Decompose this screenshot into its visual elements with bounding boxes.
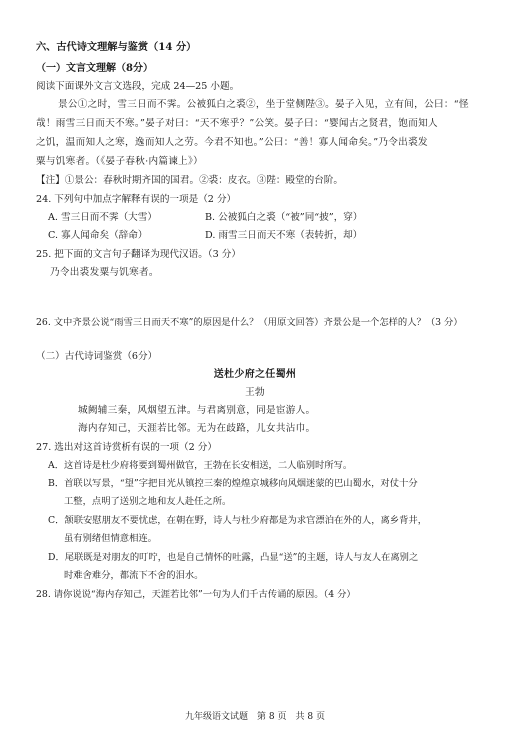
- passage-line: 哉！雨雪三日而天不寒。”晏子对曰：“天不寒乎？”公笑。晏子曰：“婴闻古之贤君，饱而知人: [36, 118, 438, 129]
- passage-note: 【注】①景公：春秋时期齐国的国君。②裘：皮衣。③陛：殿堂的台阶。: [36, 175, 343, 186]
- question-24-option-b: B. 公被狐白之裘（“被”同“披”，穿）: [205, 212, 363, 223]
- question-27-option-d: D．尾联既是对朋友的叮咛，也是自己情怀的吐露，凸显“送”的主题，诗人与友人在离别之: [48, 552, 419, 563]
- poem-title: 送杜少府之任蜀州: [213, 369, 297, 380]
- question-24-option-d: D. 雨雪三日而天不寒（表转折，却）: [205, 230, 363, 241]
- question-27-option-b: B．首联以写景，“望”字把目光从镇控三秦的煌煌京城移向风烟迷蒙的巴山蜀水，对仗十分: [48, 478, 418, 489]
- page-footer: 九年级语文试题 第 8 页 共 8 页: [185, 712, 325, 722]
- question-27-option-c: C．颔联安慰朋友不要忧虑，在朝在野，诗人与杜少府都是为求官漂泊在外的人，离乡背井，: [48, 515, 427, 526]
- part2-title: （二）古代诗词鉴赏（6分）: [36, 351, 158, 362]
- question-24-option-a: A. 雪三日而不霁（大雪）: [48, 212, 157, 223]
- question-25-sentence: 乃令出裘发粟与饥寒者。: [50, 267, 159, 278]
- passage-line: 之饥，温而知人之寒，逸而知人之劳。今君不知也。”公曰：“善！寡人闻命矣。”乃令出裘发: [36, 137, 428, 148]
- question-27-option-b-cont: 工整，点明了送别之地和友人赴任之所。: [64, 496, 232, 507]
- question-24-stem: 24. 下列句中加点字解释有误的一项是（2 分）: [36, 194, 237, 205]
- question-27-option-c-cont: 虽有别绪但情意相连。: [64, 533, 157, 544]
- question-27-option-a: A．这首诗是杜少府将要到蜀州做官，王勃在长安相送，二人临别时所写。: [48, 460, 353, 471]
- section-title: 六、古代诗文理解与鉴赏（14 分）: [36, 41, 197, 53]
- poem-author: 王勃: [245, 387, 265, 398]
- passage-line: 粟与饥寒者。（《晏子春秋·内篇谏上》）: [36, 156, 204, 167]
- poem-line-2: 海内存知己，天涯若比邻。无为在歧路，儿女共沾巾。: [78, 423, 316, 434]
- question-25-stem: 25. 把下面的文言句子翻译为现代汉语。（3 分）: [36, 249, 241, 260]
- question-24-option-c: C. 寡人闻命矣（辞命）: [48, 230, 148, 241]
- part1-title: （一）文言文理解（8分）: [36, 63, 153, 74]
- poem-line-1: 城阙辅三秦，风烟望五津。与君离别意，同是宦游人。: [78, 405, 316, 416]
- reading-instruction: 阅读下面课外文言文选段，完成 24—25 小题。: [36, 81, 240, 92]
- question-26-stem: 26. 文中齐景公说“雨雪三日而天不寒”的原因是什么？（用原文回答）齐景公是一个怎样的人？（3 分）: [36, 317, 463, 328]
- question-27-option-d-cont: 时难舍难分，都流下不舍的泪水。: [64, 570, 204, 581]
- passage-line: 景公①之时，雪三日而不霁。公被狐白之裘②，坐于堂侧陛③。晏子入见，立有间，公曰：“怪: [58, 99, 469, 110]
- question-27-stem: 27. 选出对这首诗赏析有误的一项（2 分）: [36, 442, 217, 453]
- question-28-stem: 28. 请你说说“海内存知己，天涯若比邻”一句为人们千古传诵的原因。（4 分）: [36, 589, 356, 600]
